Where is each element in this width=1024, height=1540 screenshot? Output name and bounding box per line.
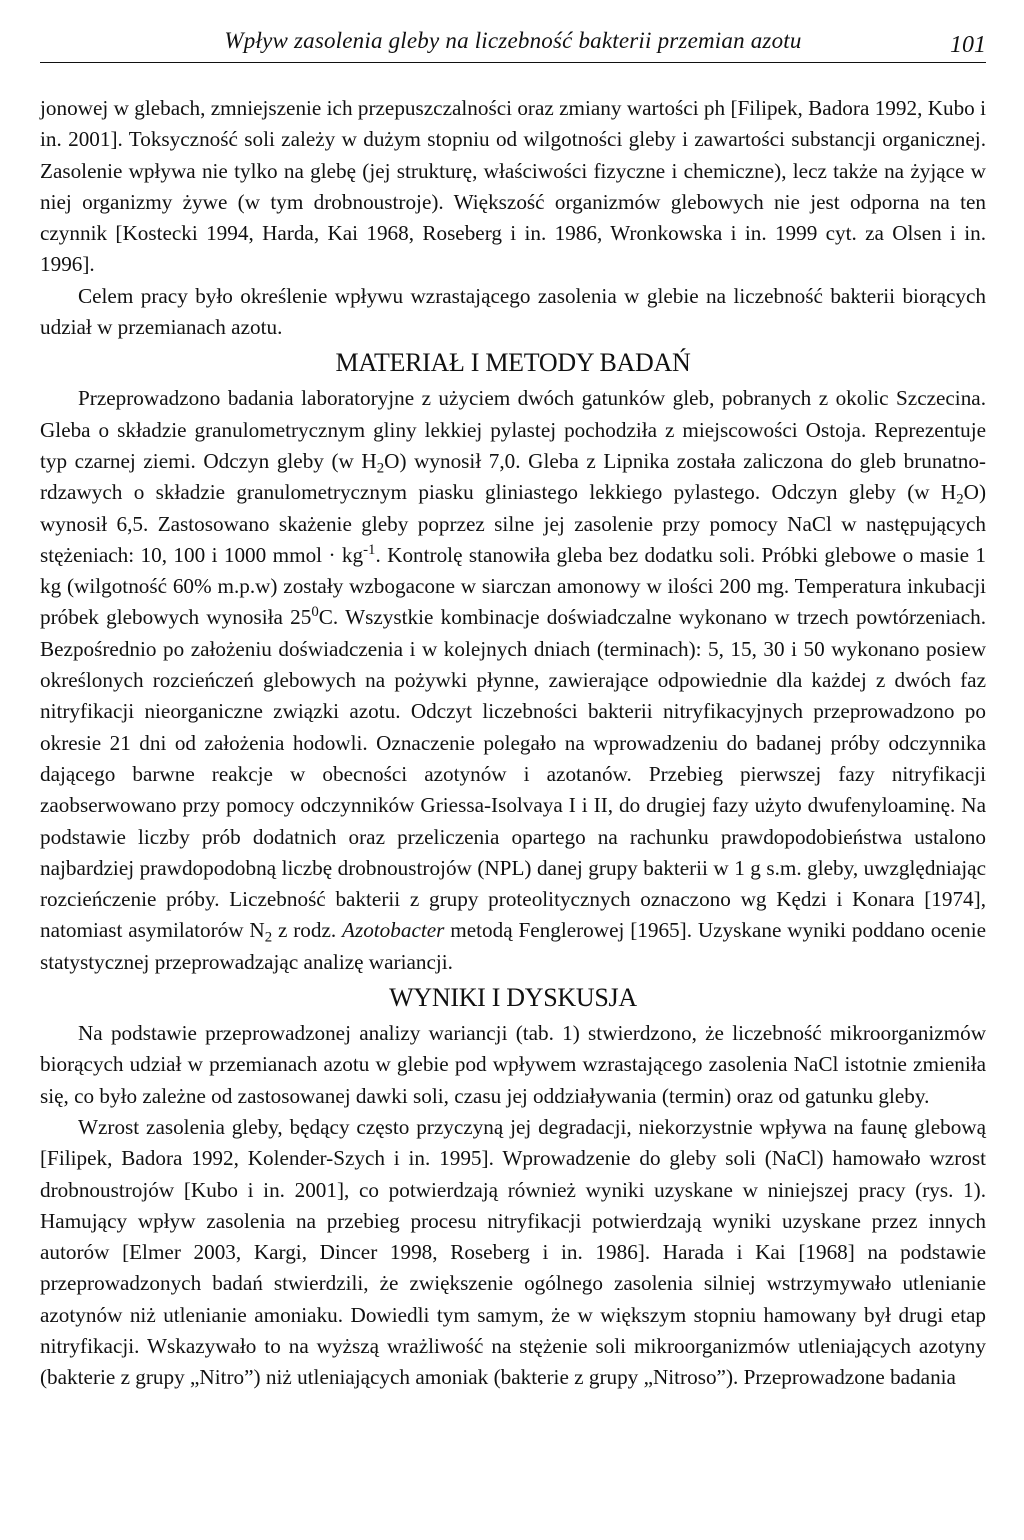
methods-text-c: O) wynosił 6,5. Zastosowano skażenie gleby poprzez silne jej zasolenie przy pomocy NaCl w następujących stężeniach: 10, 100 i 1000 mmol · kg [40, 480, 986, 567]
superscript-minus-1: -1 [363, 541, 376, 558]
running-title: Wpływ zasolenia gleby na liczebność bakterii przemian azotu [224, 28, 802, 53]
page-number: 101 [950, 32, 986, 58]
subscript-2: 2 [264, 929, 273, 946]
subscript-2: 2 [376, 460, 385, 477]
section-heading-results: WYNIKI I DYSKUSJA [389, 983, 637, 1013]
methods-text-f: z rodz. [272, 918, 343, 943]
methods-paragraph [40, 383, 986, 978]
intro-paragraph-1: jonowej w glebach, zmniejszenie ich przepuszczalności oraz zmiany wartości ph [Filipek, Badora 1992, Kubo i in. 2001]. Toksyczność soli zależy w dużym stopniu od wilgotności gleby i zawartości substancji organicznej. Zasolenie wpływa nie tylko na glebę (jej strukturę, właściwości fizyczne i chemiczne), lecz także na żyjące w niej organizmy żywe (w tym drobnoustroje). Większość organizmów glebowych nie jest odporna na ten czynnik [Kostecki 1994, Harda, Kai 1968, Roseberg i in. 1986, Wronkowska i in. 1999 cyt. za Olsen i in. 1996]. [40, 96, 986, 277]
methods-text-g: metodą Fenglerowej [1965]. Uzyskane wyniki poddano ocenie statystycznej przeprowadzając analizę wariancji. [40, 918, 987, 974]
superscript-degree: 0 [311, 604, 319, 621]
section-heading-methods: MATERIAŁ I METODY BADAŃ [335, 348, 691, 378]
genus-name: Azotobacter [342, 918, 445, 943]
results-paragraph-1: Na podstawie przeprowadzonej analizy wariancji (tab. 1) stwierdzono, że liczebność mikroorganizmów biorących udział w przemianach azotu w glebie pod wpływem wzrastającego zasolenia NaCl istotnie zmieniła się, co było zależne od zastosowanej dawki soli, czasu jej oddziaływania (termin) oraz od gatunku gleby. [40, 1021, 986, 1108]
subscript-2: 2 [956, 491, 964, 508]
running-header [40, 0, 986, 63]
methods-text-a: Przeprowadzono badania laboratoryjne z użyciem dwóch gatunków gleb, pobranych z okolic Szczecina. Gleba o składzie granulometrycznym gliny lekkiej pylastej pochodziła z miejscowości Ostoja. Reprezentuje typ czarnej ziemi. Odczyn gleby (w H [40, 386, 986, 473]
methods-text-e: C. Wszystkie kombinacje doświadczalne wykonano w trzech powtórzeniach. Bezpośrednio po założeniu doświadczenia i w kolejnych dniach (terminach): 5, 15, 30 i 50 wykonano posiew określonych rozcieńczeń glebowych na pożywki płynne, zawierające odpowiednie dla każdej z dwóch faz nitryfikacji nieorganiczne związki azotu. Odczyt liczebności bakterii nitryfikacyjnych przeprowadzono po okresie 21 dni od założenia hodowli. Oznaczenie polegało na wprowadzeniu do badanej próby odczynnika dającego barwne reakcje w obecności azotynów i azotanów. Przebieg pierwszej fazy nitryfikacji zaobserwowano przy pomocy odczynników Griessa-Isolvaya I i II, do drugiej fazy użyto dwufenyloaminę. Na podstawie liczby prób dodatnich oraz przeliczenia opartego na rachunku prawdopodobieństwa ustalono najbardziej prawdopodobną liczbę drobnoustrojów (NPL) danej grupy bakterii w 1 g s.m. gleby, uwzględniając rozcieńczenie próby. Liczebność bakterii z grupy proteolitycznych oznaczono wg Kędzi i Konara [1974], natomiast asymilatorów N [40, 605, 986, 943]
methods-text-b: O) wynosił 7,0. Gleba z Lipnika została zaliczona do gleb brunatno-rdzawych o składzie granulometrycznym piasku gliniastego lekkiego pylastego. Odczyn gleby (w H [40, 448, 986, 505]
intro-paragraph-aim: Celem pracy było określenie wpływu wzrastającego zasolenia w glebie na liczebność bakterii biorących udział w przemianach azotu. [40, 283, 986, 340]
results-paragraph-2: Wzrost zasolenia gleby, będący często przyczyną jej degradacji, niekorzystnie wpływa na faunę glebową [Filipek, Badora 1992, Kolender-Szych i in. 1995]. Wprowadzenie do gleby soli (NaCl) hamowało wzrost drobnoustrojów [Kubo i in. 2001], co potwierdzają również wyniki uzyskane w niniejszej pracy (rys. 1). Hamujący wpływ zasolenia na przebieg procesu nitryfikacji potwierdzają wyniki uzyskane przez innych autorów [Elmer 2003, Kargi, Dincer 1998, Roseberg i in. 1986]. Harada i Kai [1968] na podstawie przeprowadzonych badań stwierdzili, że zwiększenie ogólnego zasolenia silniej wstrzymywało utlenianie azotynów niż utlenianie amoniaku. Dowiedli tym samym, że w większym stopniu hamowany był drugi etap nitryfikacji. Wskazywało to na wyższą wrażliwość na stężenie soli mikroorganizmów utleniających azotyny (bakterie z grupy „Nitro”) niż utleniających amoniak (bakterie z grupy „Nitroso”). Przeprowadzone badania [40, 1114, 986, 1390]
methods-text-d: . Kontrolę stanowiła gleba bez dodatku soli. Próbki glebowe o masie 1 kg (wilgotność 60% m.p.w) zostały wzbogacone w siarczan amonowy w ilości 200 mg. Temperatura inkubacji próbek glebowych wynosiła 25 [40, 542, 986, 630]
